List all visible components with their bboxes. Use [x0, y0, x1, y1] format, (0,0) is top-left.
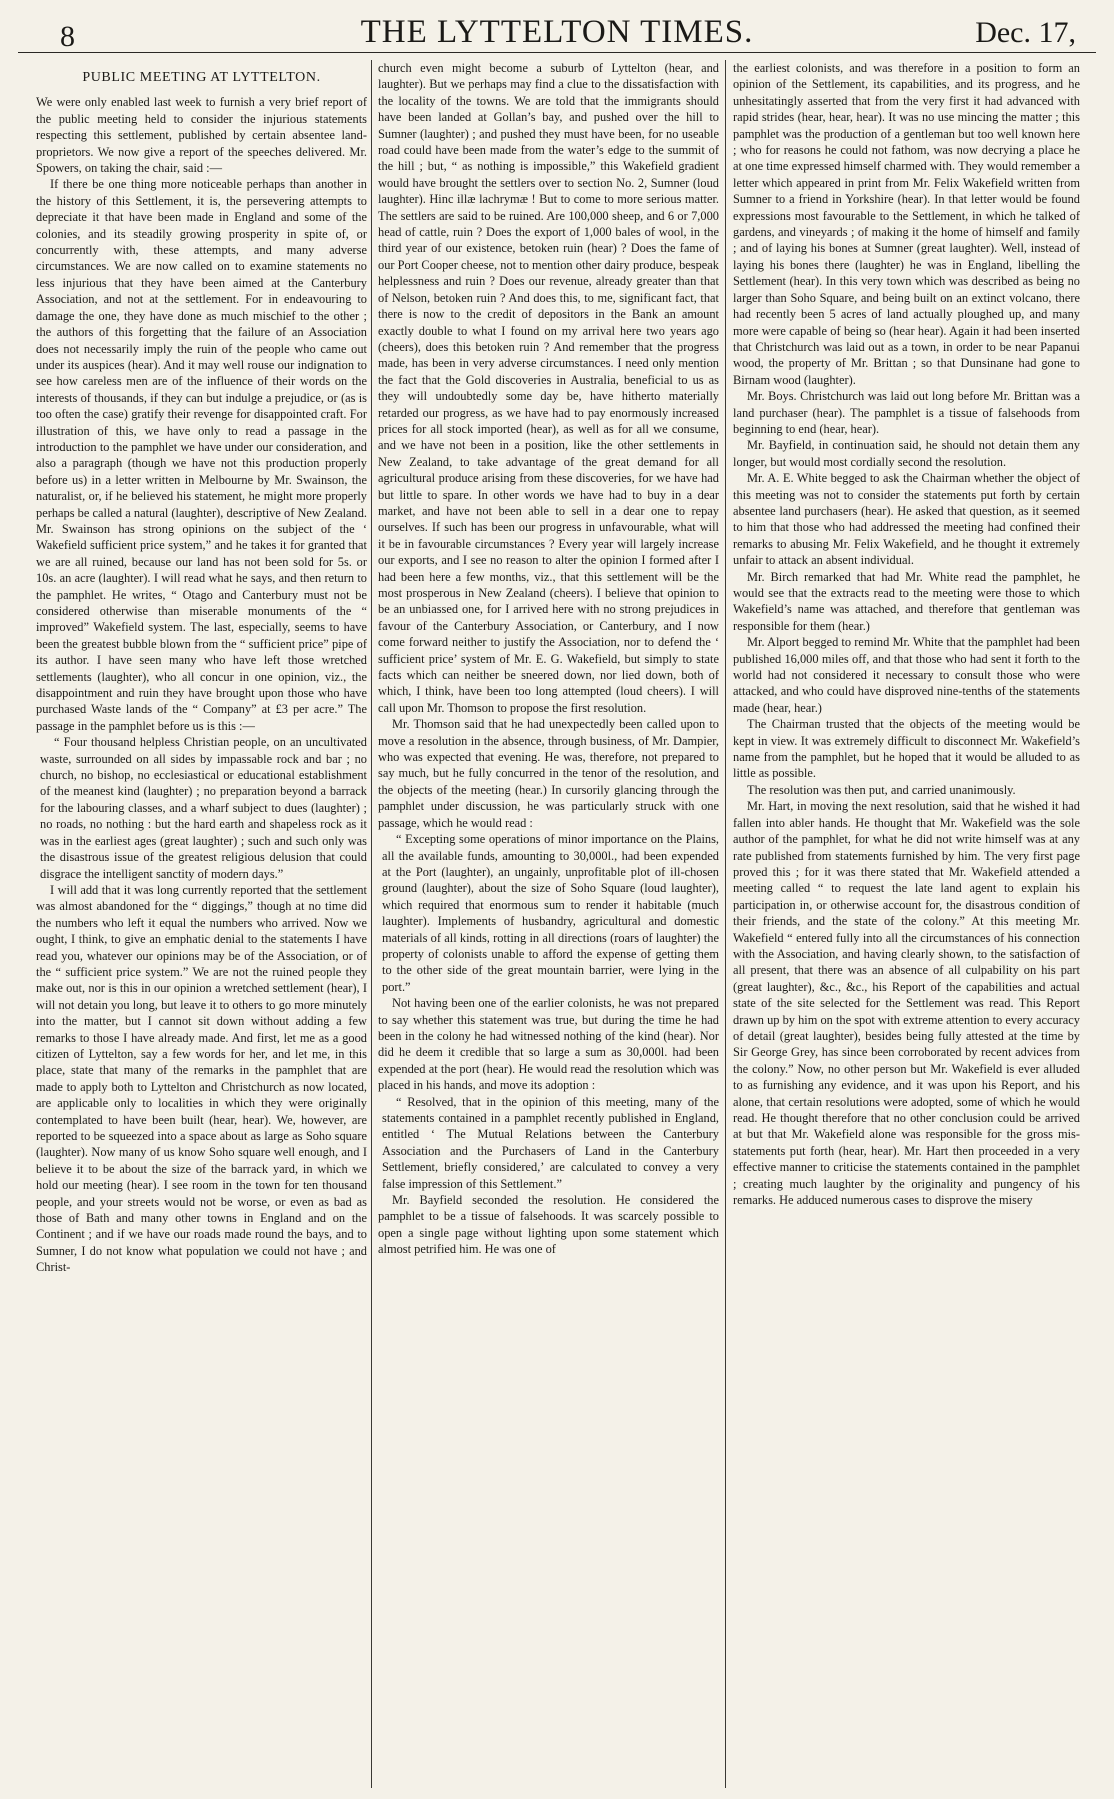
- paragraph: Mr. Hart, in moving the next resolution, said that he wished it had fallen into abler hands. He thought that Mr. Wakefield was the sole author of the pamphlet, for what he did not write himself was at any rate published from statements furnished by him. The very first page proved this ; for it was there stated that Mr. Wakefield attended a meeting called “ to request the late land agent to explain his participation in, or otherwise account for, the disastrous condition of their friends, and the state of the colony.” At this meeting Mr. Wakefield “ entered fully into all the circumstances of his connection with the Association, and having clearly shown, to the satisfaction of all present, that there was an absence of all culpability on his part (great laughter), &c., &c., his Report of the capabilities and actual state of the site selected for the Settlement was read. This Report drawn up by him on the spot with extreme attention to every accuracy of detail (great laughter), besides being fully attested at the time by Sir George Grey, has since been corroborated by recent advices from the colony.” Now, no other person but Mr. Wakefield is ever alluded to as furnishing any evidence, and it was upon his Report, and his alone, that certain resolutions were adopted, some of which he would read. He thought therefore that no other conclusion could be arrived at but that Mr. Wakefield alone was responsible for the gross mis-statements put forth (hear, hear). Mr. Hart then proceeded in a very effective manner to criticise the statements contained in the pamphlet ; creating much laughter by the originality and pungency of his remarks. He adduced numerous cases to disprove the misery: [733, 799, 1080, 1208]
- newspaper-title: THE LYTTELTON TIMES.: [360, 14, 754, 50]
- paragraph: The Chairman trusted that the objects of the meeting would be kept in view. It was extremely difficult to disconnect Mr. Wakefield’s name from the pamphlet, but he hoped that it would be alluded to as little as possible.: [733, 717, 1080, 781]
- article-headline: PUBLIC MEETING AT LYTTELTON.: [82, 70, 321, 85]
- issue-date: Dec. 17,: [975, 16, 1076, 49]
- paragraph: Mr. A. E. White begged to ask the Chairman whether the object of this meeting was not to consider the statements put forth by certain absentee land purchasers (hear). He asked that question, as it seemed to him that those who had addressed the meeting had confined their remarks to abusing Mr. Felix Wakefield, and he thought it extremely unfair to attack an absent individual.: [733, 471, 1080, 568]
- paragraph: Mr. Boys. Christchurch was laid out long before Mr. Brittan was a land purchaser (hear). The pamphlet is a tissue of falsehoods from beginning to end (hear, hear).: [733, 389, 1080, 436]
- paragraph: Mr. Thomson said that he had unexpectedly been called upon to move a resolution in the absence, through business, of Mr. Dampier, who was expected that evening. He was, therefore, not prepared to say much, but he fully concurred in the tenor of the resolution, and the objects of the meeting (hear.) In cursorily glancing through the pamphlet under discussion, he was particularly struck with one passage, which he would read :: [378, 717, 719, 830]
- paragraph: Mr. Bayfield seconded the resolution. He considered the pamphlet to be a tissue of falsehoods. It was scarcely possible to open a single page without lighting upon some statement which almost petrified him. He was one of: [378, 1193, 719, 1257]
- quotation: “ Excepting some operations of minor importance on the Plains, all the available funds, amounting to 30,000l., had been expended at the Port (laughter), an ungainly, unprofitable plot of ill-chosen ground (laughter), about the size of Soho Square (loud laughter), which required that enormous sum to render it habitable (much laughter). Implements of husbandry, agricultural and domestic materials of all kinds, rotting in all directions (roars of laughter) the property of colonists unable to afford the expense of getting them to the other side of the great mountain barrier, were lying in the port.”: [382, 832, 719, 994]
- paragraph: Mr. Birch remarked that had Mr. White read the pamphlet, he would see that the extracts read to the meeting were those to which Wakefield’s name was attached, and therefore that gentleman was responsible for them (hear.): [733, 569, 1080, 633]
- quotation: “ Four thousand helpless Christian people, on an uncultivated waste, surrounded on all sides by impassable rock and bar ; no church, no bishop, no ecclesiastical or educational establishment of the meanest kind (laughter) ; no preparation beyond a barrack for the labouring classes, and a wharf subject to dues (laughter) ; no roads, no nothing : but the hard earth and shapeless rock as it was in the earliest ages (great laughter) ; such and such only was the disastrous issue of the greatest religious delusion that could disgrace the intelligent sanctity of modern days.”: [40, 735, 367, 881]
- paragraph: the earliest colonists, and was therefore in a position to form an opinion of the Settlement, its capabilities, and its progress, and he unhesitatingly asserted that from the very first it had advanced with rapid strides (hear, hear, hear). It was no use mincing the matter ; this pamphlet was the production of a gentleman but too well known here ; who for reasons he could not fathom, was now decrying a place he at one time expressed himself charmed with. They would remember a letter which appeared in print from Mr. Felix Wakefield written from Sumner to a friend in Yorkshire (hear). In that letter would be found expressions most favourable to the Settlement, in which he talked of gardens, and vineyards ; of making it the home of himself and family ; and of laying his bones at Sumner (great laughter). Well, instead of laying his bones there (laughter) he was in England, libelling the Settlement (hear). In this very town which was described as being no larger than Soho Square, and being built on an extinct volcano, there had recently been 5 acres of land actually ploughed up, and many more were capable of being so (hear hear). Again it had been inserted that Christchurch was laid out as a town, in order to be near Papanui wood, the property of Mr. Brittan ; so that Dunsinane had gone to Birnam wood (laughter).: [733, 61, 1080, 387]
- column-2: [378, 60, 719, 1788]
- paragraph: I will add that it was long currently reported that the settlement was almost abandoned for the “ diggings,” though at no time did the numbers who left it equal the numbers who arrived. Now we ought, I think, to give an emphatic denial to the statements I have read you, whatever our opinions may be of the Association, or of the “ sufficient price system.” We are not the ruined people they make out, nor is this in our opinion a wretched settlement (hear), I will not detain you long, but leave it to others to go more minutely into the matter, but I cannot sit down without adding a few remarks to those I have already made. And first, let me as a good citizen of Lyttelton, say a few words for her, and let me, in this place, state that many of the remarks in the pamphlet that are made to apply both to Lyttelton and Christchurch as now located, are applicable only to localities in which they were originally contemplated to have been built (hear, hear). We, however, are reported to be squeezed into a space about as large as Soho square (laughter). Now many of us know Soho square well enough, and I believe it to be about the size of the barrack yard, in which we hold our meeting (hear). I see room in the town for ten thousand people, and your streets would not be worse, or even as bad as those of Bath and many other towns in England and on the Continent ; and if we have our roads made round the bays, and to Sumner, I do not know what population we could not have ; and Christ-: [36, 882, 367, 1275]
- paragraph: Mr. Bayfield, in continuation said, he should not detain them any longer, but would most cordially second the resolution.: [733, 438, 1080, 469]
- page-number: 8: [60, 20, 75, 53]
- column-rule-2: [725, 60, 726, 1788]
- column-3: [733, 60, 1080, 1788]
- paragraph: The resolution was then put, and carried unanimously.: [747, 782, 1016, 797]
- paragraph: If there be one thing more noticeable perhaps than another in the history of this Settlement, it is, the persevering attempts to depreciate it that have been made in England and some of the colonies, and its steadily growing prosperity in spite of, or concurrently with, these attempts, and many adverse circumstances. We are now called on to examine statements no less injurious that they have been aimed at the Canterbury Association, and not at the settlement. For in endeavouring to damage the one, they have done as much mischief to the other ; the authors of this forgetting that the failure of an Association does not necessarily imply the ruin of the people who came out under its auspices (hear). And it may well rouse our indignation to see how careless men are of the influence of their words on the interests of thousands, if they can but indulge a prejudice, or (as is too often the case) gratify their revenge for disappointed craft. For illustration of this, we have only to read a passage in the introduction to the pamphlet we have under our consideration, and also a paragraph (though we have not this production properly before us) in a letter written in Melbourne by Mr. Swainson, the naturalist, or, if he believed his statement, he might more properly perhaps be called a natural (laughter), descriptive of New Zealand. Mr. Swainson has strong opinions on the subject of the ‘ Wakefield sufficient price system,” and he takes it for granted that we are all ruined, because our land has not been sold for 5s. or 10s. an acre (laughter). I will read what he says, and then return to the pamphlet. He writes, “ Otago and Canterbury must not be considered otherwise than miserable monuments of the “ improved” Wakefield system. The last, especially, seems to have been the greatest bubble blown from the “ sufficient price” pipe of its author. I have seen many who have left those wretched settlements (laughter), who all concur in one opinion, viz., the disappointment and ruin they have brought upon those who have purchased Waste lands of the “ Company” at £3 per acre.” The passage in the pamphlet before us is this :—: [36, 177, 367, 733]
- paragraph: We were only enabled last week to furnish a very brief report of the public meeting held to consider the injurious statements respecting this settlement, published by certain absentee land-proprietors. We now give a report of the speeches delivered. Mr. Spowers, on taking the chair, said :—: [36, 95, 367, 176]
- masthead: [18, 8, 1096, 53]
- paragraph: Mr. Alport begged to remind Mr. White that the pamphlet had been published 16,000 miles off, and that those who had sent it forth to the world had not considered it necessary to consult those who were attacked, and who could have disproved nine-tenths of the statements made (hear, hear.): [733, 635, 1080, 715]
- paragraph: Not having been one of the earlier colonists, he was not prepared to say whether this statement was true, but during the time he had been in the colony he had witnessed nothing of the kind (hear). Nor did he deem it credible that so large a sum as 30,000l. had been expended at the port (hear). He would read the resolution which was placed in his hands, and move its adoption :: [378, 996, 719, 1093]
- paragraph: church even might become a suburb of Lyttelton (hear, and laughter). But we perhaps may find a clue to the dissatisfaction with the locality of the towns. We are told that the immigrants should have been landed at Gollan’s bay, and pushed over the hill to Sumner (laughter) ; and pushed they must have been, for no useable road could have been made from the water’s edge to the summit of the hill ; but, “ as nothing is impossible,” this Wakefield gradient would have brought the settlers over to section No. 2, Sumner (loud laughter). Hinc illæ lachrymæ ! But to come to more serious matter. The settlers are said to be ruined. Are 100,000 sheep, and 6 or 7,000 head of cattle, ruin ? Does the export of 1,000 bales of wool, in the third year of our existence, betoken ruin (hear) ? Does the fame of our Port Cooper cheese, not to mention other dairy produce, bespeak helplessness and ruin ? Does our revenue, already greater than that of Nelson, betoken ruin ? And does this, to me, significant fact, that there is now to the credit of depositors in the Bank an amount exactly double to what I found on my arrival here two years ago (cheers), does this betoken ruin ? And remember that the progress made, has been in very adverse circumstances. I need only mention the fact that the Gold discoveries in Australia, beneficial to us as they will undoubtedly some day be, have hitherto materially retarded our progress, as we have had to pay enormously increased prices for all stock imported (hear), as well as for all we consume, and we have not been in a position, like the other settlements in New Zealand, to take advantage of the great demand for all agricultural produce arising from these discoveries, for we have had but little to spare. In other words we have had to buy in a dear market, and have not been able to sell in a dear one to repay ourselves. If such has been our progress in unfavourable, what will it be in favourable circumstances ? Every year will largely increase our exports, and I see no reason to alter the opinion I formed after I had been here a few months, viz., that this settlement will be the most prosperous in New Zealand (cheers). I believe that opinion to be an unbiassed one, for I arrived here with no strong prejudices in favour of the Canterbury Association, or Canterbury, and I now come forward neither to justify the Association, nor to defend the ‘ sufficient price’ system of Mr. E. G. Wakefield, but simply to state facts which can neither be sneered down, nor lied down, both of which, I think, have been too long attempted (loud cheers). I will call upon Mr. Thomson to propose the first resolution.: [378, 61, 719, 715]
- resolution-text: “ Resolved, that in the opinion of this meeting, many of the statements contained in a pamphlet recently published in England, entitled ‘ The Mutual Relations between the Canterbury Association and the Purchasers of Land in the Canterbury Settlement, briefly considered,’ are calculated to convey a very false impression of this Settlement.”: [382, 1094, 719, 1191]
- column-1: [36, 60, 367, 1788]
- column-rule-1: [371, 60, 372, 1788]
